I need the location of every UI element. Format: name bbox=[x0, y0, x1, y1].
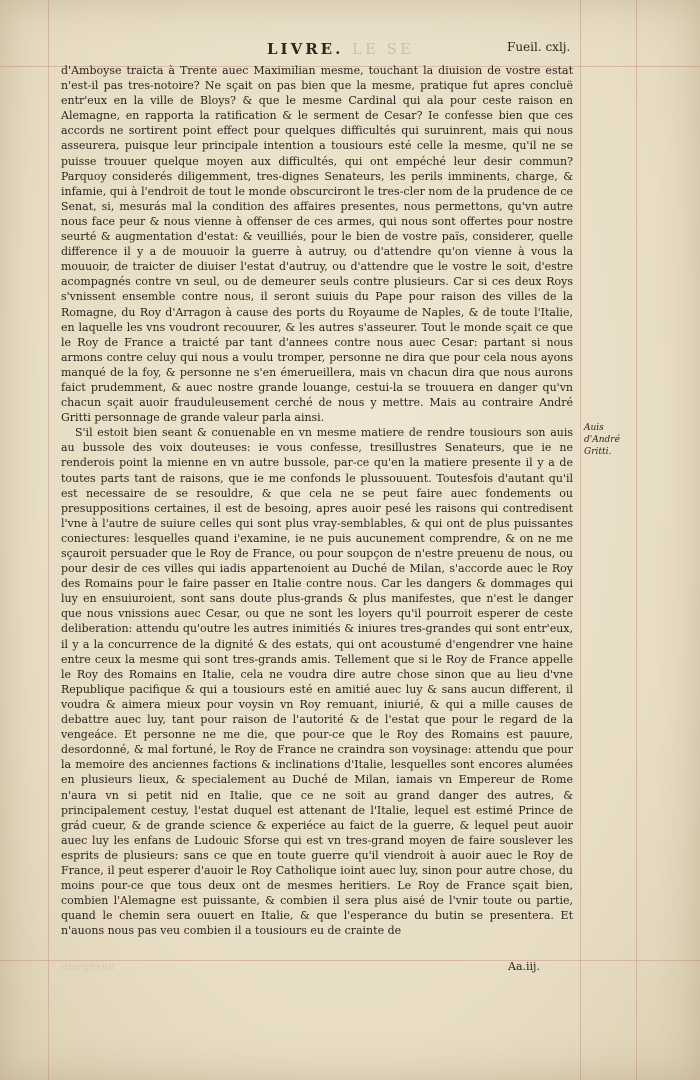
right-frame-rule bbox=[636, 0, 637, 1080]
signature-mark: Aa.iij. bbox=[508, 960, 540, 973]
marginal-note: Auis d'André Gritti. bbox=[584, 423, 620, 457]
folio-number: Fueil. cxlj. bbox=[507, 40, 571, 54]
running-head: LIVRE. bbox=[267, 40, 344, 58]
bottom-frame-rule bbox=[0, 960, 700, 961]
margin-frame-rule bbox=[580, 0, 581, 1080]
left-frame-rule bbox=[48, 0, 49, 1080]
bleed-through-catchword: tu(elgrado bbox=[62, 962, 116, 973]
paragraph: S'il estoit bien seant & conuenable en vn mesme matiere de rendre tousiours son auis au bussole des voix douteuses: ie vous confesse, tresillustres Senateurs, que ie ne renderois point la mienne en vn autre bussole, par-ce qu'en la matiere presente il y a de toutes parts tant de raisons, que ie me confonds le plussouuent. Toutesfois d'autant qu'il est necessaire de se resouldre, & que cela ne se peut faire auec fondements ou presuppositions certaines, il est de besoing, apres auoir pesé les raisons qui contredisent l'vne à l'autre de suiure celles qui sont plus vray-semblables, & qui ont de plus puissantes coniectures: lesquelles quand i'examine, ie ne puis aucunement comprendre, & on ne me sçauroit persuader que le Roy de France, ou pour soupçon de n'estre preuenu de nous, ou pour desir de ces villes qui iadis appartenoient au Duché de Milan, s'accorde auec le Roy des Romains pour le faire passer en Italie contre nous. Car les dangers & dommages qui luy en ensuiuroient, sont sans doute plus-grands & plus manifestes, que n'est le danger que nous vnissions auec Cesar, ou que ne sont les loyers qu'il pourroit esperer de ceste deliberation: attendu qu'outre les autres inimitiés & iniures tres-grandes qui sont entr'eux, il y a la concurrence de la dignité & des estats, qui ont acoustumé d'engendrer vne haine entre ceux la mesme qui sont tres-grands amis. Tellement que si le Roy de France appelle le Roy des Romains en Italie, cela ne voudra dire autre chose sinon que au lieu d'vne Republique pacifique & qui a tousiours esté en amitié auec luy & sans aucun different, il voudra & aimera mieux pour voysin vn Roy remuant, iniurié, & qui a mille causes de debattre auec luy, tant pour raison de l'autorité & de l'estat que pour le regard de la vengeáce. Et personne ne me die, que pour-ce que le Roy des Romains est pauure, desordonné, & mal fortuné, le Roy de France ne craindra son voysinage: attendu que pour la memoire des anciennes factions & inclinations d'Italie, lesquelles sont encores alumées en plusieurs lieux, & specialement au Duché de Milan, iamais vn Empereur de Rome n'aura vn si petit nid en Italie, que ce ne soit au grand danger des autres, & principalement cestuy, l'estat duquel est attenant de l'Italie, lequel est estimé Prince de grád cueur, & de grande science & experiéce au faict de la guerre, & lequel peut auoir auec luy les enfans de Ludouic Sforse qui est vn tres-grand moyen de faire souslever les esprits de plusieurs: sans ce que en toute guerre qu'il viendroit à auoir auec le Roy de France, il peut esperer d'auoir le Roy Catholique ioint auec luy, sinon pour autre chose, du moins pour-ce que tous deux ont de mesmes heritiers. Le Roy de France sçait bien, combien l'Alemagne est puissante, & combien il sera plus aisé de l'vnir toute ou partie, quand le chemin sera ouuert en Italie, & que l'esperance du butin se presentera. Et n'auons nous pas veu combien il a tousiours eu de crainte de bbox=[61, 426, 573, 938]
bleed-through-text: LE SE bbox=[352, 40, 414, 58]
paragraph: d'Amboyse traicta à Trente auec Maximilian mesme, touchant la diuision de vostre estat n'est-il pas tres-notoire? Ne sçait on pas bien que la mesme, pratique fut apres concluë entr'eux en la ville de Bloys? & que le mesme Cardinal qui ala pour ceste raison en Alemagne, en rapporta la ratification & le serment de Cesar? Ie confesse bien que ces accords ne sortirent point effect pour quelques difficultés qui suruinrent, mais qui nous asseurera, puisque leur principale intention a tousiours esté celle la mesme, qu'il ne se puisse trouuer quelque moyen aux difficultés, qui ont empéché leur desir commun? Parquoy considerés diligemment, tres-dignes Senateurs, les perils imminents, charge, & infamie, qui à l'endroit de tout le monde obscurciront le tres-cler nom de la prudence de ce Senat, si, mesurás mal la condition des affaires presentes, nous permettons, qu'vn autre nous face peur & nous vienne à offenser de ces armes, qui nous sont offertes pour nostre seurté & augmentation d'estat: & veuilliés, pour le bien de vostre païs, considerer, quelle difference il y a de mouuoir la guerre à autruy, ou d'attendre qu'on vienne à vous la mouuoir, de traicter de diuiser l'estat d'autruy, ou d'attendre que le vostre le soit, d'estre acompagnés contre vn seul, ou de demeurer seuls contre plusieurs. Car si ces deux Roys s'vnissent ensemble contre nous, il seront suiuis du Pape pour raison des villes de la Romagne, du Roy d'Arragon à cause des ports du Royaume de Naples, & de toute l'Italie, en laquelle les vns voudront recouurer, & les autres s'asseurer. Tout le monde sçait ce que le Roy de France a traicté par tant d'annees contre nous auec Cesar: partant si nous armons contre celuy qui nous a voulu tromper, personne ne dira que pour cela nous ayons manqué de la foy, & personne ne s'en émerueillera, mais vn chacun dira que nous aurons faict prudemment, & auec nostre grande louange, cestui-la se trouuera en danger qu'vn chacun sçait auoir frauduleusement cerché de nous y mettre. Mais au contraire André Gritti personnage de grande valeur parla ainsi. bbox=[61, 64, 573, 425]
body-text bbox=[61, 63, 573, 938]
